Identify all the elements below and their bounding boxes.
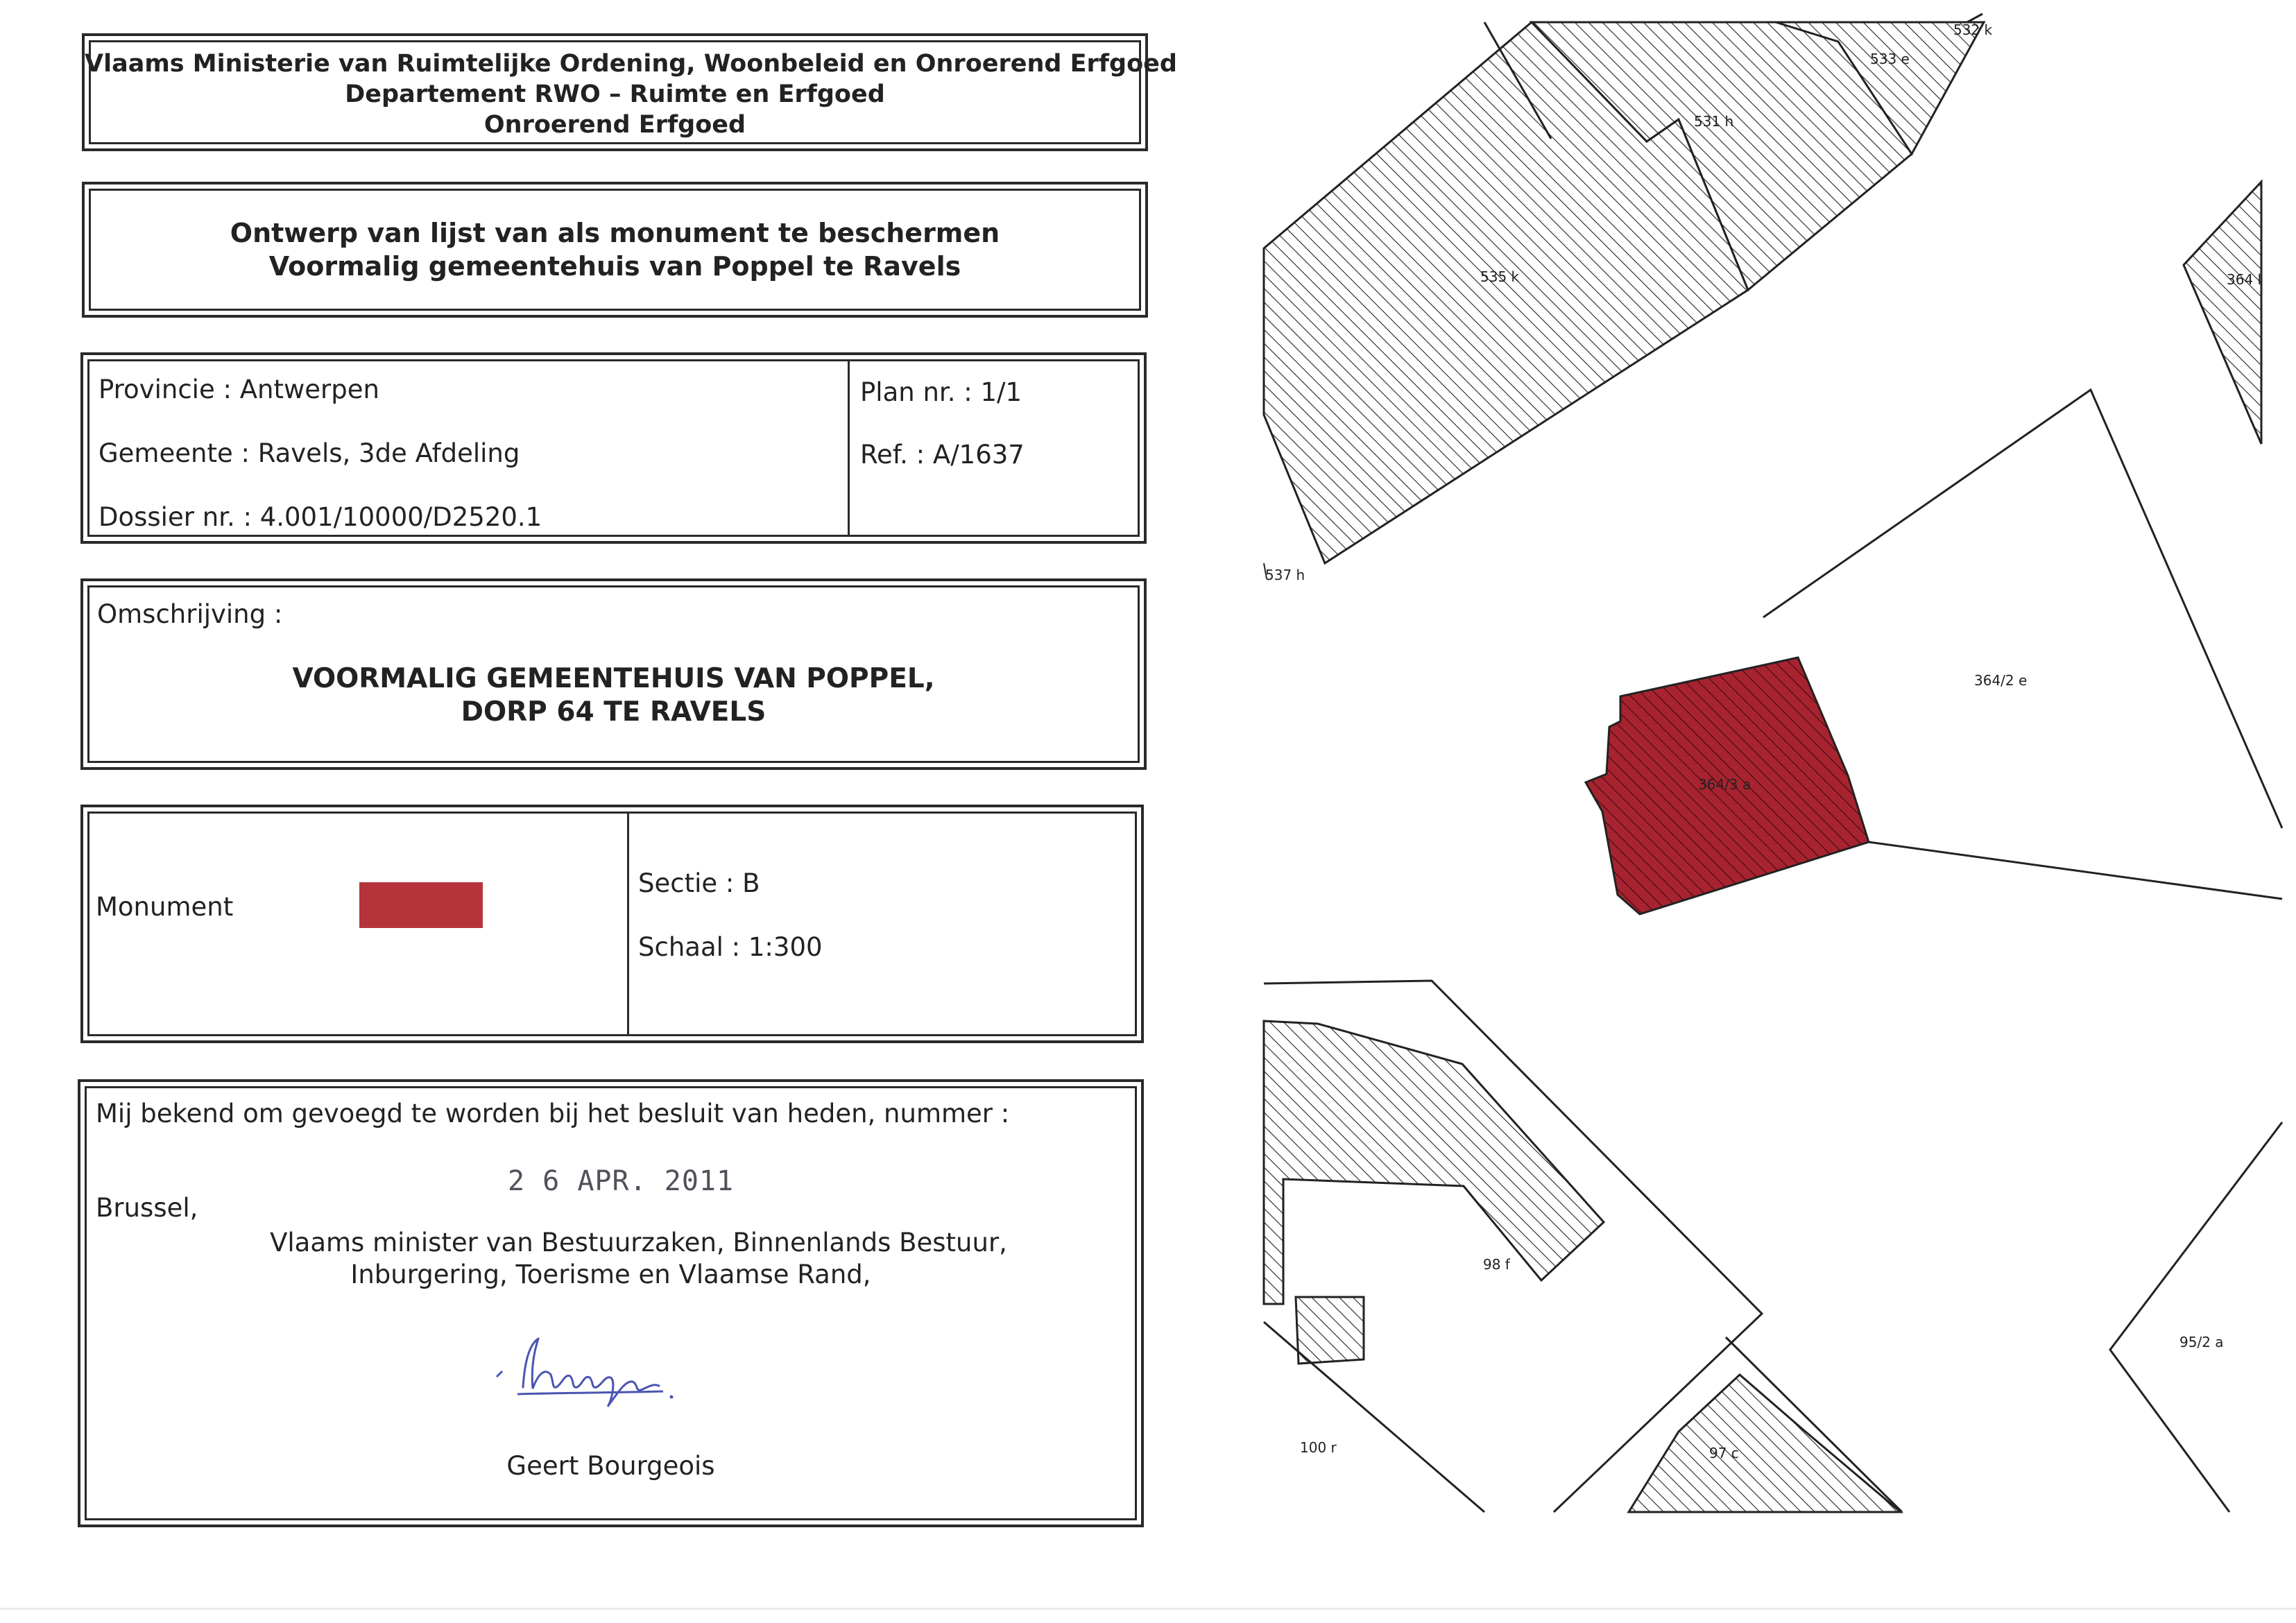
label-95-2a: 95/2 a	[2179, 1334, 2224, 1350]
description-box	[80, 578, 1147, 770]
signer-name: Geert Bourgeois	[506, 1451, 715, 1481]
decision-intro: Mij bekend om gevoegd te worden bij het besluit van heden, nummer :	[96, 1099, 1010, 1128]
department-name: Departement RWO – Ruimte en Erfgoed	[345, 80, 885, 108]
label-532k: 532 k	[1953, 22, 1993, 38]
label-364-2e: 364/2 e	[1974, 672, 2028, 689]
plan-number-text: Plan nr. : 1/1	[860, 377, 1022, 407]
ministry-header-box	[82, 33, 1177, 151]
dossier-text: Dossier nr. : 4.001/10000/D2520.1	[98, 502, 542, 532]
label-533e: 533 e	[1870, 51, 1910, 67]
gemeente-text: Gemeente : Ravels, 3de Afdeling	[98, 438, 520, 468]
parcel-small-square	[1296, 1297, 1364, 1364]
division-name: Onroerend Erfgoed	[483, 111, 746, 139]
reference-text: Ref. : A/1637	[860, 440, 1025, 470]
parcel-98f	[1264, 1021, 1604, 1304]
sectie-text: Sectie : B	[638, 868, 760, 898]
document-subtitle: Voormalig gemeentehuis van Poppel te Ravels	[268, 251, 961, 282]
label-364l: 364 l	[2227, 271, 2262, 288]
document-title: Ontwerp van lijst van als monument te beschermen	[230, 218, 1000, 248]
info-divider	[848, 359, 850, 537]
decision-box	[78, 1079, 1144, 1527]
ministry-name: Vlaams Ministerie van Ruimtelijke Ordening, Woonbeleid en Onroerend Erfgoed	[85, 50, 1177, 78]
info-box	[80, 352, 1147, 544]
handwritten-signature	[490, 1325, 698, 1415]
description-line1: VOORMALIG GEMEENTEHUIS VAN POPPEL,	[292, 663, 935, 694]
monument-label: Monument	[96, 892, 234, 922]
label-535k: 535 k	[1480, 268, 1520, 285]
date-stamp: 2 6 APR. 2011	[508, 1165, 735, 1197]
page-bottom-edge	[0, 1608, 2296, 1610]
legend-box	[80, 805, 1144, 1043]
city-text: Brussel,	[96, 1193, 198, 1223]
minister-title-line2: Inburgering, Toerisme en Vlaamse Rand,	[350, 1260, 871, 1289]
minister-title-line1: Vlaams minister van Bestuurzaken, Binnenlands Bestuur,	[270, 1228, 1007, 1257]
label-98f: 98 f	[1483, 1256, 1510, 1273]
monument-color-swatch	[359, 882, 483, 928]
label-100r: 100 r	[1300, 1439, 1337, 1456]
description-line2: DORP 64 TE RAVELS	[461, 696, 766, 728]
provincie-text: Provincie : Antwerpen	[98, 375, 379, 404]
title-box	[82, 182, 1148, 318]
legend-divider	[627, 812, 629, 1036]
label-364-3a: 364/3 a	[1698, 776, 1751, 793]
description-label: Omschrijving :	[97, 599, 283, 629]
schaal-text: Schaal : 1:300	[638, 932, 823, 962]
parcel-95-2a	[2110, 1122, 2282, 1512]
label-531h: 531 h	[1694, 113, 1734, 130]
cadastral-map	[1249, 0, 2296, 1623]
parcel-97c	[1629, 1375, 1901, 1512]
label-97c: 97 c	[1709, 1445, 1739, 1461]
parcel-364l	[2184, 182, 2261, 444]
label-537h: 537 h	[1265, 567, 1305, 583]
